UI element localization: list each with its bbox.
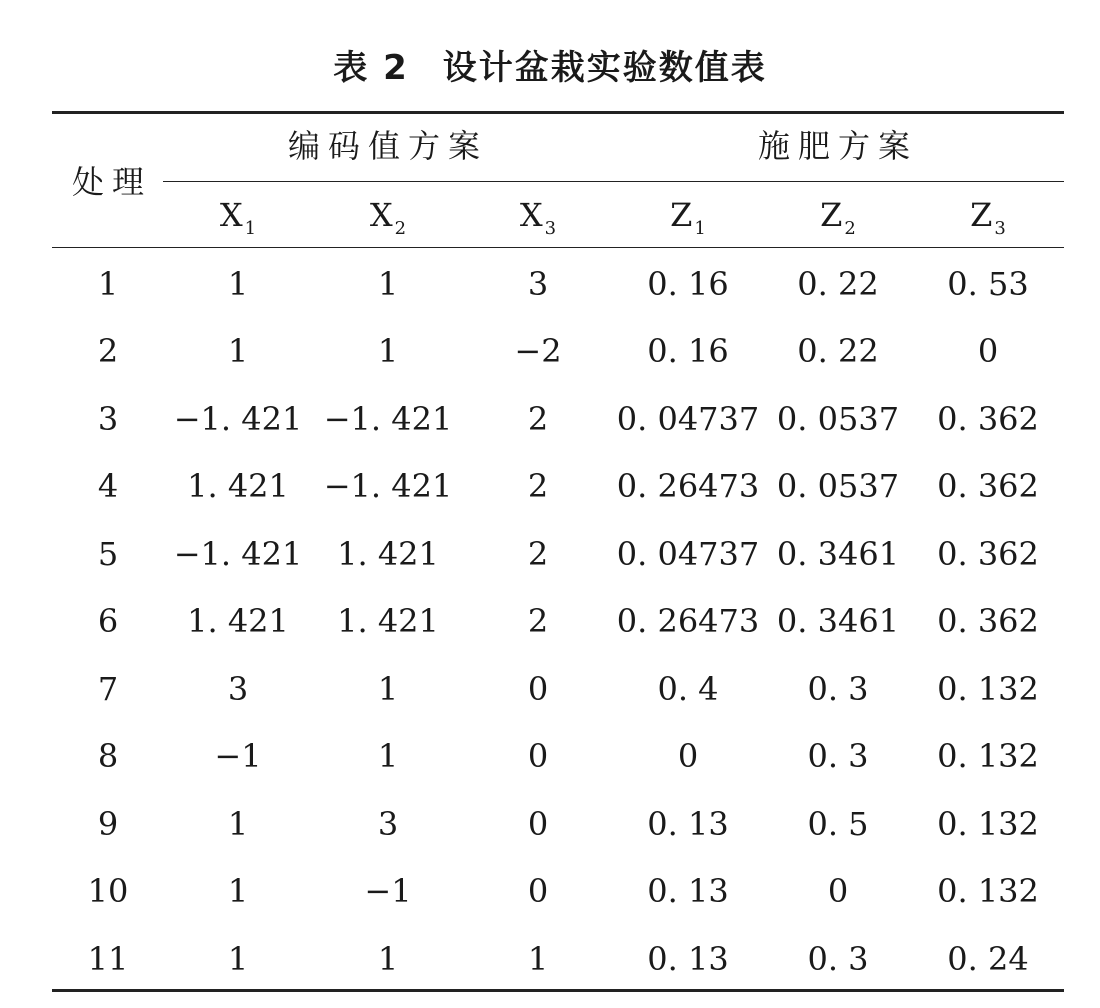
cell-x3: 0 [527, 737, 549, 775]
column-header-base: X [219, 196, 243, 234]
column-header-z1 [613, 195, 763, 249]
cell-x3: 0 [527, 670, 549, 708]
column-header-x1 [163, 195, 313, 249]
cell-z3: 0. 132 [937, 737, 1039, 775]
cell-x1: −1. 421 [173, 400, 303, 438]
cell-z1: 0. 04737 [616, 535, 760, 573]
cell-z2: 0. 3461 [776, 535, 900, 573]
group-header-coded: 编码值方案 [287, 127, 488, 165]
cell-x3: 3 [527, 265, 549, 303]
table-title [0, 42, 1100, 94]
column-header-x2 [313, 195, 463, 249]
cell-z1: 0. 16 [647, 265, 729, 303]
row-id: 8 [97, 737, 119, 775]
column-header-sub: 3 [994, 218, 1006, 239]
cell-x2: −1. 421 [323, 467, 453, 505]
cell-x1: −1 [214, 737, 262, 775]
column-header-base: X [519, 196, 543, 234]
cell-z1: 0. 4 [657, 670, 719, 708]
row-id: 2 [97, 332, 119, 370]
column-header-base: Z [670, 196, 693, 234]
cell-x2: 1 [377, 670, 399, 708]
cell-z2: 0. 22 [797, 265, 879, 303]
table-row [0, 925, 1100, 992]
cell-x3: −2 [514, 332, 562, 370]
cell-x2: 1 [377, 332, 399, 370]
cell-x2: 1 [377, 940, 399, 978]
cell-x1: −1. 421 [173, 535, 303, 573]
cell-z3: 0. 132 [937, 670, 1039, 708]
cell-x3: 2 [527, 602, 549, 640]
row-header-label: 处理 [71, 163, 152, 201]
table-row [0, 722, 1100, 789]
cell-x1: 1 [227, 805, 249, 843]
table-caption: 设计盆栽实验数值表 [442, 48, 767, 88]
cell-x1: 1 [227, 265, 249, 303]
cell-z2: 0. 3 [807, 670, 869, 708]
column-header-base: Z [820, 196, 843, 234]
row-id: 6 [97, 602, 119, 640]
cell-z3: 0. 24 [947, 940, 1029, 978]
cell-x1: 1. 421 [187, 602, 289, 640]
row-id: 3 [97, 400, 119, 438]
column-header-base: Z [970, 196, 993, 234]
cell-x3: 2 [527, 535, 549, 573]
column-header-base: X [369, 196, 393, 234]
cell-x3: 0 [527, 805, 549, 843]
cell-x1: 1 [227, 332, 249, 370]
column-header-z2 [763, 195, 913, 249]
cell-z3: 0. 362 [937, 467, 1039, 505]
cell-z1: 0. 13 [647, 805, 729, 843]
table-row [0, 857, 1100, 924]
table-row [0, 250, 1100, 317]
cell-z1: 0. 13 [647, 872, 729, 910]
cell-z2: 0. 0537 [776, 400, 900, 438]
table-row [0, 520, 1100, 587]
row-id: 7 [97, 670, 119, 708]
cell-z1: 0. 04737 [616, 400, 760, 438]
cell-z3: 0. 132 [937, 805, 1039, 843]
cell-x2: −1 [364, 872, 412, 910]
column-header-sub: 3 [544, 218, 557, 239]
cell-x1: 1. 421 [187, 467, 289, 505]
column-header-sub: 1 [244, 218, 257, 239]
row-id: 4 [97, 467, 119, 505]
cell-z2: 0. 3461 [776, 602, 900, 640]
cell-x1: 1 [227, 940, 249, 978]
cell-x3: 0 [527, 872, 549, 910]
cell-z1: 0. 13 [647, 940, 729, 978]
cell-z1: 0. 26473 [616, 467, 760, 505]
cell-z2: 0. 22 [797, 332, 879, 370]
table-row [0, 317, 1100, 384]
column-header-x3 [463, 195, 613, 249]
cell-z2: 0. 3 [807, 940, 869, 978]
row-id: 9 [97, 805, 119, 843]
row-id: 5 [97, 535, 119, 573]
column-header-sub: 2 [394, 218, 407, 239]
cell-x2: 3 [377, 805, 399, 843]
column-header-z3 [913, 195, 1063, 249]
header-rule [52, 247, 1064, 248]
table-row [0, 452, 1100, 519]
cell-z2: 0. 0537 [776, 467, 900, 505]
bottom-rule [52, 989, 1064, 992]
table-row [0, 587, 1100, 654]
cell-z3: 0. 362 [937, 602, 1039, 640]
column-header-sub: 2 [844, 218, 856, 239]
cell-z2: 0. 5 [807, 805, 869, 843]
row-id: 10 [87, 872, 129, 910]
cell-z3: 0 [977, 332, 999, 370]
cell-x2: 1 [377, 265, 399, 303]
cell-x2: 1. 421 [337, 602, 439, 640]
table-row [0, 385, 1100, 452]
cell-x1: 3 [227, 670, 249, 708]
cell-x3: 2 [527, 400, 549, 438]
cell-z3: 0. 362 [937, 535, 1039, 573]
row-id: 11 [87, 940, 129, 978]
table-row [0, 790, 1100, 857]
group-header-fertilizer: 施肥方案 [757, 127, 918, 165]
cell-z2: 0 [827, 872, 849, 910]
table-number: 表 2 [333, 48, 409, 88]
column-header-sub: 1 [694, 218, 706, 239]
cell-x2: 1. 421 [337, 535, 439, 573]
cell-z3: 0. 53 [947, 265, 1029, 303]
cell-z1: 0. 26473 [616, 602, 760, 640]
group-divider-rule [163, 181, 1064, 182]
top-rule [52, 111, 1064, 114]
cell-z3: 0. 362 [937, 400, 1039, 438]
cell-x3: 1 [527, 940, 549, 978]
row-id: 1 [97, 265, 119, 303]
cell-z1: 0. 16 [647, 332, 729, 370]
cell-z2: 0. 3 [807, 737, 869, 775]
cell-z3: 0. 132 [937, 872, 1039, 910]
cell-x1: 1 [227, 872, 249, 910]
table-row [0, 655, 1100, 722]
cell-x2: 1 [377, 737, 399, 775]
cell-x2: −1. 421 [323, 400, 453, 438]
cell-x3: 2 [527, 467, 549, 505]
cell-z1: 0 [677, 737, 699, 775]
